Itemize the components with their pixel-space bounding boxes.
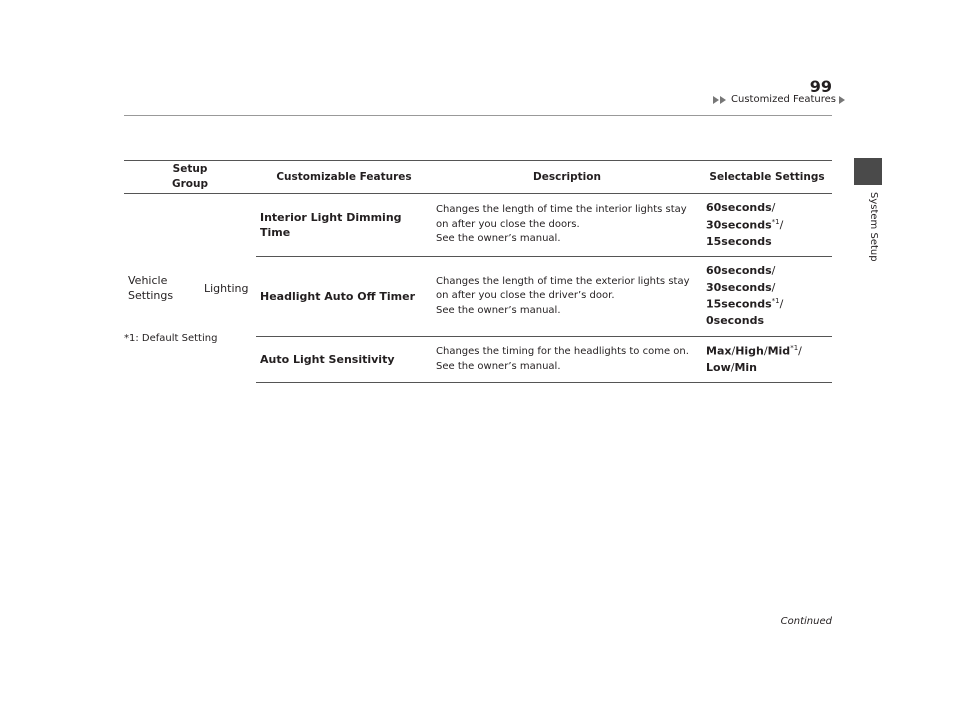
breadcrumb-arrow-end-icon [839, 96, 845, 104]
col-header-text: Selectable Settings [709, 170, 825, 183]
col-header-description [432, 161, 702, 194]
table-body [124, 194, 832, 383]
setting-option: 0seconds [706, 314, 764, 328]
setup-group-text: Vehicle Settings [128, 274, 174, 303]
setting-separator: / [763, 344, 768, 358]
feature-description: Changes the timing for the headlights to come on. See the owner’s manual. [432, 336, 702, 383]
default-marker: *1 [790, 343, 799, 352]
section-tab-marker [854, 158, 882, 185]
setting-option: Low [706, 360, 731, 374]
setting-option: High [735, 344, 764, 358]
page-number: 99 [809, 77, 832, 96]
setting-option: Max [706, 344, 732, 358]
table-row [124, 194, 832, 257]
continued-label: Continued [780, 616, 832, 627]
setting-separator: / [771, 280, 776, 294]
footnote: *1: Default Setting [124, 333, 218, 344]
breadcrumb-label: Customized Features [731, 94, 837, 105]
breadcrumb-arrow-icon [713, 96, 726, 104]
setting-separator: / [730, 360, 735, 374]
col-header-text: Description [533, 170, 601, 183]
feature-description: Changes the length of time the exterior lights stay on after you close the driver’s door. See the owner’s manual. [432, 257, 702, 337]
header-rule [124, 115, 832, 116]
setting-separator: / [798, 344, 802, 358]
table-header-row [124, 161, 832, 194]
col-header-features [256, 161, 432, 194]
default-marker: *1 [771, 297, 780, 306]
col-header-text: Setup Group [171, 163, 208, 190]
setting-option: 30seconds [706, 280, 772, 294]
feature-description: Changes the length of time the interior lights stay on after you close the doors. See the owner’s manual. [432, 194, 702, 257]
setting-option: 15seconds [706, 234, 772, 248]
col-header-setup-group [124, 161, 256, 194]
section-tab-label: System Setup [868, 192, 879, 262]
setting-option: 15seconds [706, 297, 772, 311]
setting-separator: / [779, 218, 784, 232]
setup-group-cell [124, 194, 200, 383]
selectable-settings [702, 257, 832, 337]
setting-separator: / [731, 344, 736, 358]
setting-separator: / [779, 297, 784, 311]
selectable-settings [702, 194, 832, 257]
setting-separator: / [771, 201, 776, 214]
feature-name: Auto Light Sensitivity [256, 336, 432, 383]
default-marker: *1 [771, 217, 780, 226]
feature-name: Headlight Auto Off Timer [256, 257, 432, 337]
setting-option: Mid [767, 344, 791, 358]
features-table [124, 160, 832, 383]
setting-option: 60seconds [706, 201, 772, 214]
setting-option: 30seconds [706, 218, 772, 232]
col-header-text: Customizable Features [276, 170, 412, 183]
setting-separator: / [771, 264, 776, 278]
setup-subgroup-cell: Lighting [204, 281, 249, 295]
selectable-settings [702, 336, 832, 383]
col-header-settings [702, 161, 832, 194]
feature-name: Interior Light Dimming Time [256, 194, 432, 257]
setting-option: Min [734, 360, 758, 374]
setting-option: 60seconds [706, 264, 772, 278]
